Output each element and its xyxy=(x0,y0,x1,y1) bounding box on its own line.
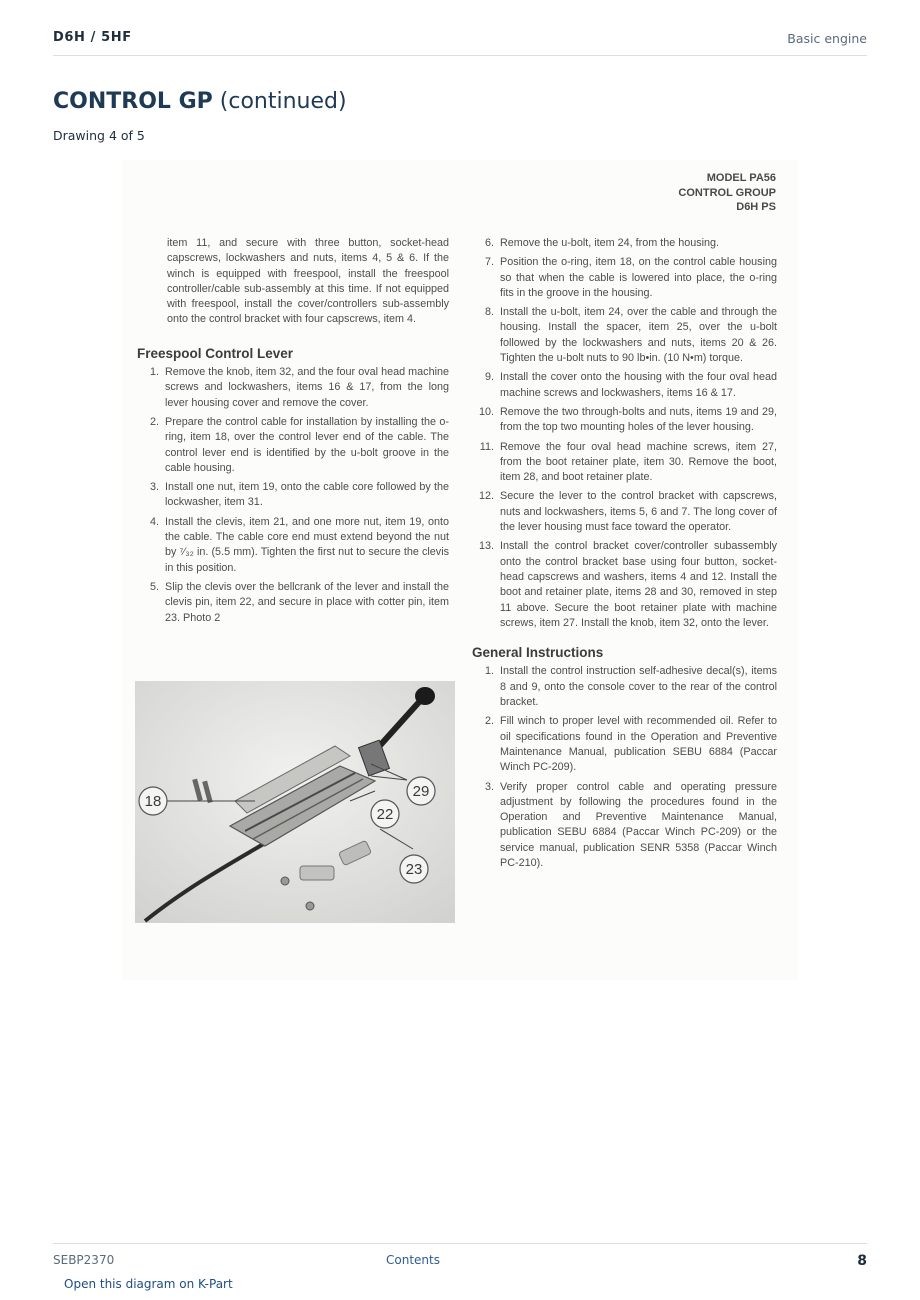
step-text: Install one nut, item 19, onto the cable core followed by the lockwasher, item 31. xyxy=(165,481,449,509)
step-number: 10. xyxy=(478,405,494,418)
step-text: Remove the u-bolt, item 24, from the housing. xyxy=(500,237,720,249)
step-text: Install the control instruction self-adhesive decal(s), items 8 and 9, onto the console cover to the rear of the control bracket. xyxy=(500,665,777,709)
callout-23: 23 xyxy=(405,861,423,878)
continued-steps xyxy=(472,236,777,631)
assembly-step xyxy=(472,440,777,486)
page-title xyxy=(53,89,347,114)
model-line: MODEL PA56 xyxy=(706,172,776,184)
callout-22: 22 xyxy=(376,806,394,823)
step-number: 11. xyxy=(479,440,494,453)
header-model: D6H / 5HF xyxy=(53,30,132,45)
step-number: 1. xyxy=(149,366,159,379)
freespool-heading: Freespool Control Lever xyxy=(137,345,294,361)
model-block xyxy=(678,171,776,215)
step-number: 5. xyxy=(149,580,159,593)
step-text: Install the u-bolt, item 24, over the cable and through the housing. Install the spacer, item 25, over the u-bolt followed by the lockwashers and nuts, items 20 & 26. Tighten the u-bolt nuts to 90 lb•in. (10 N•m) torque. xyxy=(500,306,777,365)
freespool-step xyxy=(137,365,449,411)
step-number: 7. xyxy=(484,256,494,269)
title-bold: CONTROL GP xyxy=(53,89,213,114)
open-diagram-link[interactable]: Open this diagram on K-Part xyxy=(64,1277,233,1291)
model-line: CONTROL GROUP xyxy=(678,186,776,199)
step-text: Remove the two through-bolts and nuts, items 19 and 29, from the top two mounting holes of the lever housing. xyxy=(500,405,777,434)
assembly-step xyxy=(472,489,777,535)
page-number: 8 xyxy=(857,1253,867,1269)
step-number: 6. xyxy=(484,237,494,249)
knob-shape xyxy=(415,687,435,705)
step-text: Install the cover onto the housing with the four oval head machine screws and lockwashers, items 16 & 17. xyxy=(500,371,777,399)
step-number: 8. xyxy=(484,306,494,319)
callout-18: 18 xyxy=(144,793,162,810)
freespool-step xyxy=(137,415,449,476)
step-number: 3. xyxy=(149,481,159,494)
photo-illustration xyxy=(135,681,455,923)
step-number: 13. xyxy=(478,540,494,553)
freespool-step xyxy=(137,480,449,511)
step-number: 3. xyxy=(484,780,494,793)
assembly-step xyxy=(472,305,777,366)
step-number: 12. xyxy=(478,490,494,503)
step-text: Fill winch to proper level with recommended oil. Refer to oil specifications found in the Operation and Preventive Maintenance Manual, publication SEBU 6884 (Paccar Winch PC-209). xyxy=(500,715,777,774)
title-rest: (continued) xyxy=(212,89,347,114)
step-text: Secure the lever to the control bracket with capscrews, nuts and lockwashers, items 5, 6 and 7. The long cover of the lever housing must face toward the operator. xyxy=(500,490,777,534)
freespool-step xyxy=(137,580,449,626)
assembly-step xyxy=(472,370,777,401)
intro-paragraph: item 11, and secure with three button, socket-head capscrews, lockwashers and nuts, items 4, 5 & 6. If the winch is equipped with freespool, install the freespool controller/cable sub-assembly at this time. If not equipped with freespool, install the cover/controllers sub-assembly onto the control bracket with four capscrews, item 4. xyxy=(167,237,449,326)
step-text: Position the o-ring, item 18, on the control cable housing so that when the cable is lowered into place, the o-ring fits in the groove in the housing. xyxy=(500,256,777,299)
step-text: Install the clevis, item 21, and one more nut, item 19, onto the cable. The cable core end must extend beyond the nut by ⁷⁄₃₂ in. (5.5 mm). Tighten the first nut to secure the clevis in this position. xyxy=(165,515,449,574)
step-text: Remove the knob, item 32, and the four oval head machine screws and lockwashers, items 16 & 17, from the long lever housing cover and remove the cover. xyxy=(165,366,449,409)
assembly-step xyxy=(472,539,777,631)
step-text: Prepare the control cable for installation by installing the o-ring, item 18, over the control lever end of the cable. The control lever end is identified by the u-bolt groove in the cable housing. xyxy=(165,415,449,474)
step-number: 2. xyxy=(149,415,159,428)
assembly-step xyxy=(472,405,777,436)
left-column xyxy=(137,236,449,630)
step-number: 9. xyxy=(484,371,494,384)
step-text: Install the control bracket cover/controller subassembly onto the control bracket base using four button, socket-head capscrews and washers, items 4 and 12. Install the boot and retainer plate, items 28 and 30, removed in step 11 above. Secure the boot retainer plate with machine screws, item 27. Install the knob, item 32, onto the lever. xyxy=(500,540,777,629)
right-column xyxy=(472,236,777,875)
step-text: Remove the four oval head machine screws, item 27, from the boot retainer plate, item 30. Remove the boot, item 28, and boot retainer plate. xyxy=(500,440,777,484)
scanned-page xyxy=(122,160,798,980)
model-line: D6H PS xyxy=(736,201,776,213)
callout-29: 29 xyxy=(412,783,430,800)
general-steps xyxy=(472,664,777,871)
assembly-step xyxy=(472,255,777,301)
step-text: Slip the clevis over the bellcrank of the lever and install the clevis pin, item 22, and secure in place with cotter pin, item 23. Photo 2 xyxy=(165,580,449,624)
header-divider xyxy=(53,55,867,56)
freespool-step xyxy=(137,515,449,576)
general-instruction-step xyxy=(472,664,777,710)
step-number: 1. xyxy=(484,665,494,678)
step-number: 4. xyxy=(149,515,159,528)
general-instruction-step xyxy=(472,780,777,872)
step-number: 2. xyxy=(484,715,494,728)
footer-document-number: SEBP2370 xyxy=(53,1253,115,1267)
freespool-steps xyxy=(137,365,449,626)
drawing-label: Drawing 4 of 5 xyxy=(53,128,145,143)
assembly-step xyxy=(472,236,777,251)
general-heading: General Instructions xyxy=(472,645,604,661)
footer-divider xyxy=(53,1243,867,1244)
header-section: Basic engine xyxy=(787,31,867,46)
general-instruction-step xyxy=(472,714,777,775)
contents-link[interactable]: Contents xyxy=(386,1253,440,1267)
lever-assembly-photo xyxy=(135,681,455,923)
step-text: Verify proper control cable and operating pressure adjustment by following the procedures found in the Operation and Preventive Maintenance Manual, publication SEBU 6884 (Paccar Winch PC-209) or the service manual, publication SENR 5358 (Paccar Winch PC-210). xyxy=(500,780,777,869)
